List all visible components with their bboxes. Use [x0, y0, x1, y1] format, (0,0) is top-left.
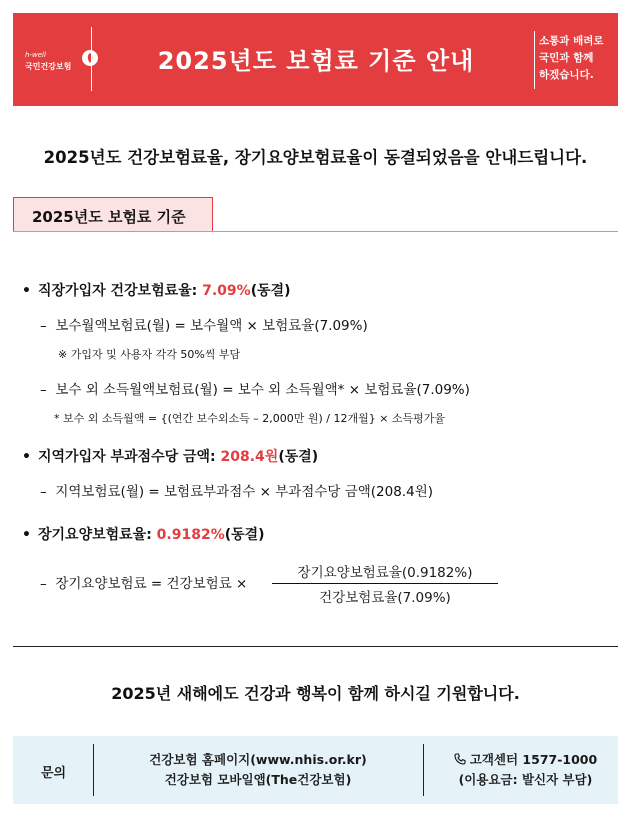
dash-icon: –: [40, 318, 47, 334]
logo-name: 국민건강보험: [25, 62, 72, 71]
logo-tagline: h-well: [25, 51, 46, 59]
homepage-link[interactable]: 건강보험 홈페이지(www.nhis.or.kr): [149, 752, 367, 767]
employee-label: 직장가입자 건강보험료율:: [38, 283, 198, 299]
fraction-bar: [272, 583, 498, 584]
employee-note-1: ※ 가입자 및 사용자 각각 50%씩 부담: [58, 348, 241, 361]
dash-icon: –: [40, 484, 47, 500]
formula-text: 지역보험료(월) = 보험료부과점수 × 부과점수당 금액(208.4원): [55, 484, 433, 500]
intro-text: 2025년도 건강보험료율, 장기요양보험료율이 동결되었음을 안내드립니다.: [43, 148, 588, 167]
slogan: [539, 33, 604, 84]
bullet-regional-amount: [22, 446, 318, 466]
ltc-rate: 0.9182%: [156, 527, 225, 543]
bullet-ltc-rate: [22, 524, 265, 544]
section-tab: [13, 197, 213, 231]
phone-icon: [454, 753, 466, 765]
slogan-line: 소통과 배려로: [539, 35, 604, 47]
page-title: 2025년도 보험료 기준 안내: [157, 47, 475, 75]
contact-footer: [13, 736, 618, 804]
bullet-employee-rate: [22, 280, 291, 300]
dash-icon: –: [40, 576, 47, 592]
footer-divider: [93, 744, 94, 796]
footer-divider: [423, 744, 424, 796]
employee-status: (동결): [250, 283, 291, 299]
regional-label: 지역가입자 부과점수당 금액:: [38, 449, 216, 465]
ltc-status: (동결): [224, 527, 265, 543]
regional-status: (동결): [278, 449, 319, 465]
nhis-logo-mark-icon: [81, 49, 99, 67]
ltc-fraction: [272, 561, 498, 606]
header-divider-right: [534, 31, 535, 89]
header-divider-left: [91, 27, 92, 91]
fraction-numerator: 장기요양보험료율(0.9182%): [297, 565, 473, 581]
ltc-label: 장기요양보험료율:: [38, 527, 152, 543]
slogan-line: 국민과 함께: [539, 52, 594, 64]
section-title: 2025년도 보험료 기준: [32, 208, 186, 226]
bullet-icon: •: [22, 527, 31, 543]
bullet-icon: •: [22, 283, 31, 299]
content-divider: [13, 646, 618, 647]
call-fee-note: (이용요금: 발신자 부담): [458, 772, 593, 787]
formula-text: 보수 외 소득월액보험료(월) = 보수 외 소득월액* × 보험료율(7.09%): [55, 382, 470, 398]
header-banner: [13, 13, 618, 106]
formula-text: 장기요양보험료 = 건강보험료 ×: [55, 576, 248, 592]
contact-channels: [108, 750, 408, 790]
fraction-denominator: 건강보험료율(7.09%): [319, 590, 451, 606]
call-center: [433, 750, 618, 790]
employee-note-2: * 보수 외 소득월액 = {(연간 보수외소득 – 2,000만 원) / 12개월} × 소득평가율: [54, 412, 446, 425]
regional-amount: 208.4원: [220, 449, 279, 465]
section-underline: [13, 231, 618, 232]
call-center-line: [433, 750, 618, 770]
formula-text: 보수월액보험료(월) = 보수월액 × 보험료율(7.09%): [55, 318, 368, 334]
regional-formula: [40, 480, 433, 500]
employee-formula-2: [40, 378, 470, 398]
dash-icon: –: [40, 382, 47, 398]
contact-label: 문의: [41, 766, 67, 781]
employee-rate: 7.09%: [202, 283, 251, 299]
slogan-line: 하겠습니다.: [539, 69, 594, 81]
employee-formula-1: [40, 314, 368, 334]
closing-message: 2025년 새해에도 건강과 행복이 함께 하시길 기원합니다.: [111, 684, 520, 703]
mobile-app-info: 건강보험 모바일앱(The건강보험): [164, 772, 352, 787]
bullet-icon: •: [22, 449, 31, 465]
call-center-number: 고객센터 1577-1000: [469, 752, 598, 767]
ltc-formula: [40, 572, 247, 592]
